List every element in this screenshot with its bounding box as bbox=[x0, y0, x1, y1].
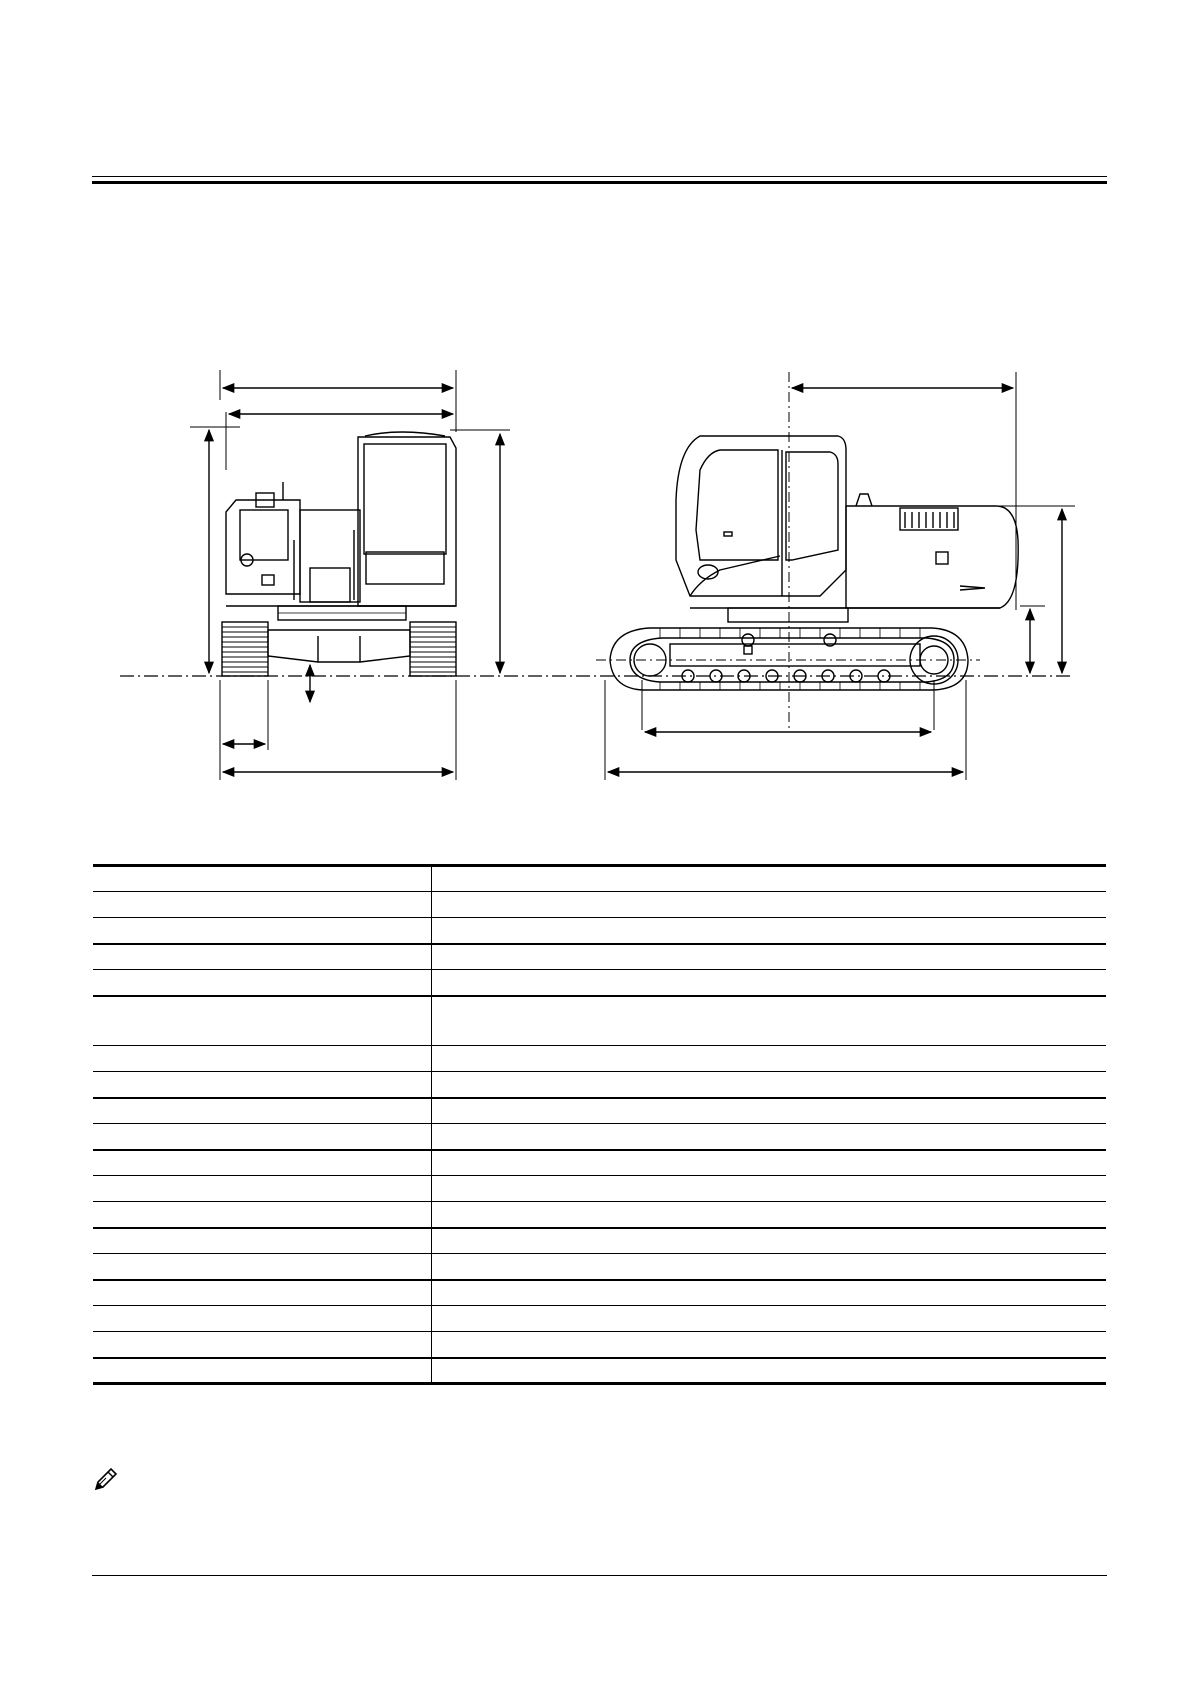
table-row bbox=[93, 1046, 1106, 1072]
spec-value-cell bbox=[432, 918, 1107, 944]
front-track-hatching bbox=[222, 627, 456, 672]
spec-label-cell bbox=[93, 1254, 432, 1280]
spec-label-cell bbox=[93, 892, 432, 918]
spec-label-cell bbox=[93, 1280, 432, 1306]
pencil-note-icon bbox=[90, 1465, 120, 1495]
spec-value-cell bbox=[432, 1254, 1107, 1280]
spec-value-cell bbox=[432, 996, 1107, 1046]
table-row bbox=[93, 1202, 1106, 1228]
spec-value-cell bbox=[432, 1072, 1107, 1098]
table-row bbox=[93, 1306, 1106, 1332]
spec-value-cell bbox=[432, 1124, 1107, 1150]
table-row bbox=[93, 892, 1106, 918]
table-row bbox=[93, 1176, 1106, 1202]
spec-label-cell bbox=[93, 1306, 432, 1332]
spec-value-cell bbox=[432, 1202, 1107, 1228]
table-row bbox=[93, 1124, 1106, 1150]
spec-label-cell bbox=[93, 1358, 432, 1384]
spec-label-cell bbox=[93, 1332, 432, 1358]
table-row bbox=[93, 918, 1106, 944]
spec-label-cell bbox=[93, 1072, 432, 1098]
table-row bbox=[93, 996, 1106, 1046]
spec-value-cell bbox=[432, 1280, 1107, 1306]
table-row bbox=[93, 1280, 1106, 1306]
spec-label-cell bbox=[93, 1124, 432, 1150]
dimension-drawings bbox=[0, 0, 1191, 820]
side-view-dimensions bbox=[608, 388, 1062, 772]
table-row bbox=[93, 1254, 1106, 1280]
spec-value-cell bbox=[432, 1358, 1107, 1384]
spec-value-cell bbox=[432, 970, 1107, 996]
table-row bbox=[93, 1332, 1106, 1358]
spec-label-cell bbox=[93, 866, 432, 892]
spec-value-cell bbox=[432, 866, 1107, 892]
spec-value-cell bbox=[432, 1046, 1107, 1072]
spec-label-cell bbox=[93, 996, 432, 1046]
table-row bbox=[93, 1358, 1106, 1384]
spec-value-cell bbox=[432, 1176, 1107, 1202]
side-view-drawing bbox=[605, 372, 1075, 780]
spec-label-cell bbox=[93, 944, 432, 970]
spec-value-cell bbox=[432, 1150, 1107, 1176]
specification-table bbox=[93, 864, 1106, 1385]
spec-value-cell bbox=[432, 944, 1107, 970]
spec-label-cell bbox=[93, 970, 432, 996]
spec-label-cell bbox=[93, 918, 432, 944]
table-row bbox=[93, 1072, 1106, 1098]
spec-label-cell bbox=[93, 1202, 432, 1228]
spec-value-cell bbox=[432, 1098, 1107, 1124]
spec-label-cell bbox=[93, 1228, 432, 1254]
front-view-drawing bbox=[190, 370, 510, 780]
table-row bbox=[93, 1150, 1106, 1176]
spec-value-cell bbox=[432, 1332, 1107, 1358]
spec-value-cell bbox=[432, 892, 1107, 918]
spec-label-cell bbox=[93, 1176, 432, 1202]
table-row bbox=[93, 970, 1106, 996]
table-row bbox=[93, 866, 1106, 892]
table-row bbox=[93, 944, 1106, 970]
spec-label-cell bbox=[93, 1098, 432, 1124]
footer-rule bbox=[92, 1575, 1107, 1576]
spec-value-cell bbox=[432, 1306, 1107, 1332]
spec-label-cell bbox=[93, 1150, 432, 1176]
table-row bbox=[93, 1098, 1106, 1124]
spec-label-cell bbox=[93, 1046, 432, 1072]
spec-value-cell bbox=[432, 1228, 1107, 1254]
table-row bbox=[93, 1228, 1106, 1254]
